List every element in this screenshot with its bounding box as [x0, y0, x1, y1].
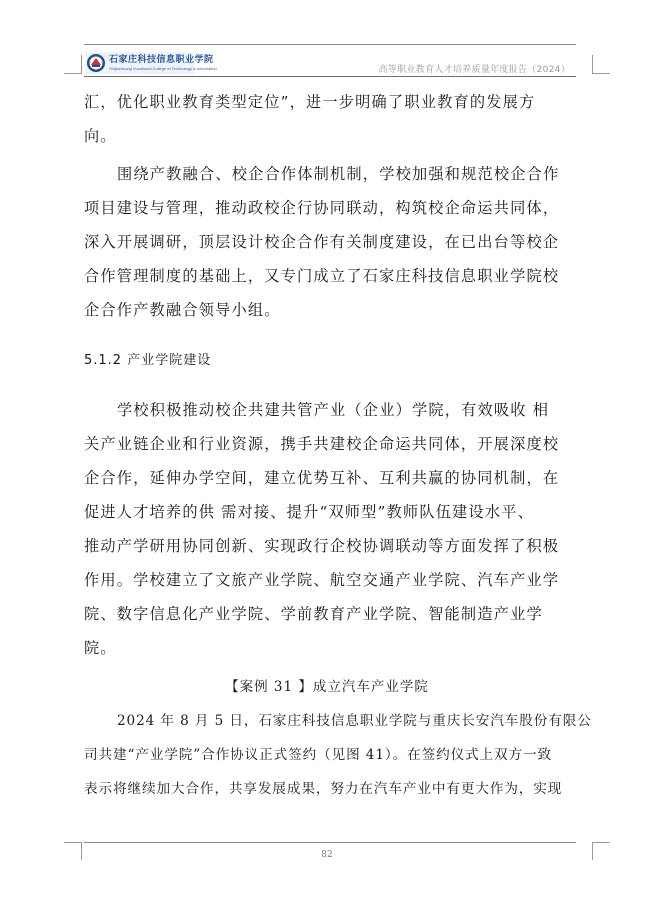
- paragraph-line: 项目建设与管理，推动政校企行协同联动，构筑校企命运共同体，: [84, 199, 560, 217]
- college-logo: [86, 52, 217, 74]
- college-emblem-icon: [86, 53, 106, 73]
- crop-mark-top-right: [592, 55, 593, 73]
- footer-rule: [84, 842, 576, 843]
- crop-mark-bottom-right: [592, 842, 610, 843]
- page-number: 82: [321, 850, 333, 860]
- paragraph-line: 企合作产教融合领导小组。: [84, 301, 281, 319]
- paragraph-line: 作用。学校建立了文旅产业学院、航空交通产业学院、汽车产业学: [84, 571, 560, 589]
- header-top-rule: [84, 44, 576, 45]
- paragraph-line: 院。: [84, 639, 117, 657]
- report-title: 高等职业教育人才培养质量年度报告（2024）: [378, 65, 570, 75]
- paragraph-line: 推动产学研用协同创新、实现政行企校协调联动等方面发挥了积极: [84, 537, 560, 555]
- paragraph-line: 表示将继续加大合作，共享发展成果，努力在汽车产业中有更大作为，实现: [84, 781, 563, 797]
- paragraph-line: 合作管理制度的基础上，又专门成立了石家庄科技信息职业学院校: [84, 267, 560, 285]
- crop-mark-top-left: [81, 55, 82, 73]
- paragraph-line: 司共建“产业学院”合作协议正式签约（见图 41）。在签约仪式上双方一致: [84, 747, 553, 763]
- section-heading: 5.1.2 产业学院建设: [84, 353, 212, 368]
- case-title: 【案例 31 】成立汽车产业学院: [225, 679, 429, 695]
- crop-mark-top-right: [592, 73, 610, 74]
- paragraph-line: 院、数字信息化产业学院、学前教育产业学院、智能制造产业学: [84, 605, 543, 623]
- crop-mark-top-left: [64, 73, 82, 74]
- paragraph-line: 2024 年 8 月 5 日，石家庄科技信息职业学院与重庆长安汽车股份有限公: [117, 713, 592, 729]
- logo-name-cn: 石家庄科技信息职业学院: [109, 54, 214, 65]
- logo-name-en: Shijiazhuang Vocational College of Technology & Information: [109, 65, 217, 71]
- paragraph-line: 关产业链企业和行业资源，携手共建校企命运共同体，开展深度校: [84, 435, 560, 453]
- crop-mark-bottom-left: [64, 842, 82, 843]
- header-rule: [84, 76, 576, 77]
- paragraph-line: 企合作，延伸办学空间，建立优势互补、互利共赢的协同机制，在: [84, 469, 560, 487]
- paragraph-line: 汇，优化职业教育类型定位”，进一步明确了职业教育的发展方: [84, 93, 536, 111]
- paragraph-line: 学校积极推动校企共建共管产业（企业）学院，有效吸收 相: [117, 401, 550, 419]
- paragraph-line: 围绕产教融合、校企合作体制机制，学校加强和规范校企合作: [117, 165, 560, 183]
- paragraph-line: 深入开展调研，顶层设计校企合作有关制度建设，在已出台等校企: [84, 233, 560, 251]
- paragraph-line: 促进人才培养的供 需对接、提升“双师型”教师队伍建设水平、: [84, 503, 535, 521]
- paragraph-line: 向。: [84, 127, 117, 145]
